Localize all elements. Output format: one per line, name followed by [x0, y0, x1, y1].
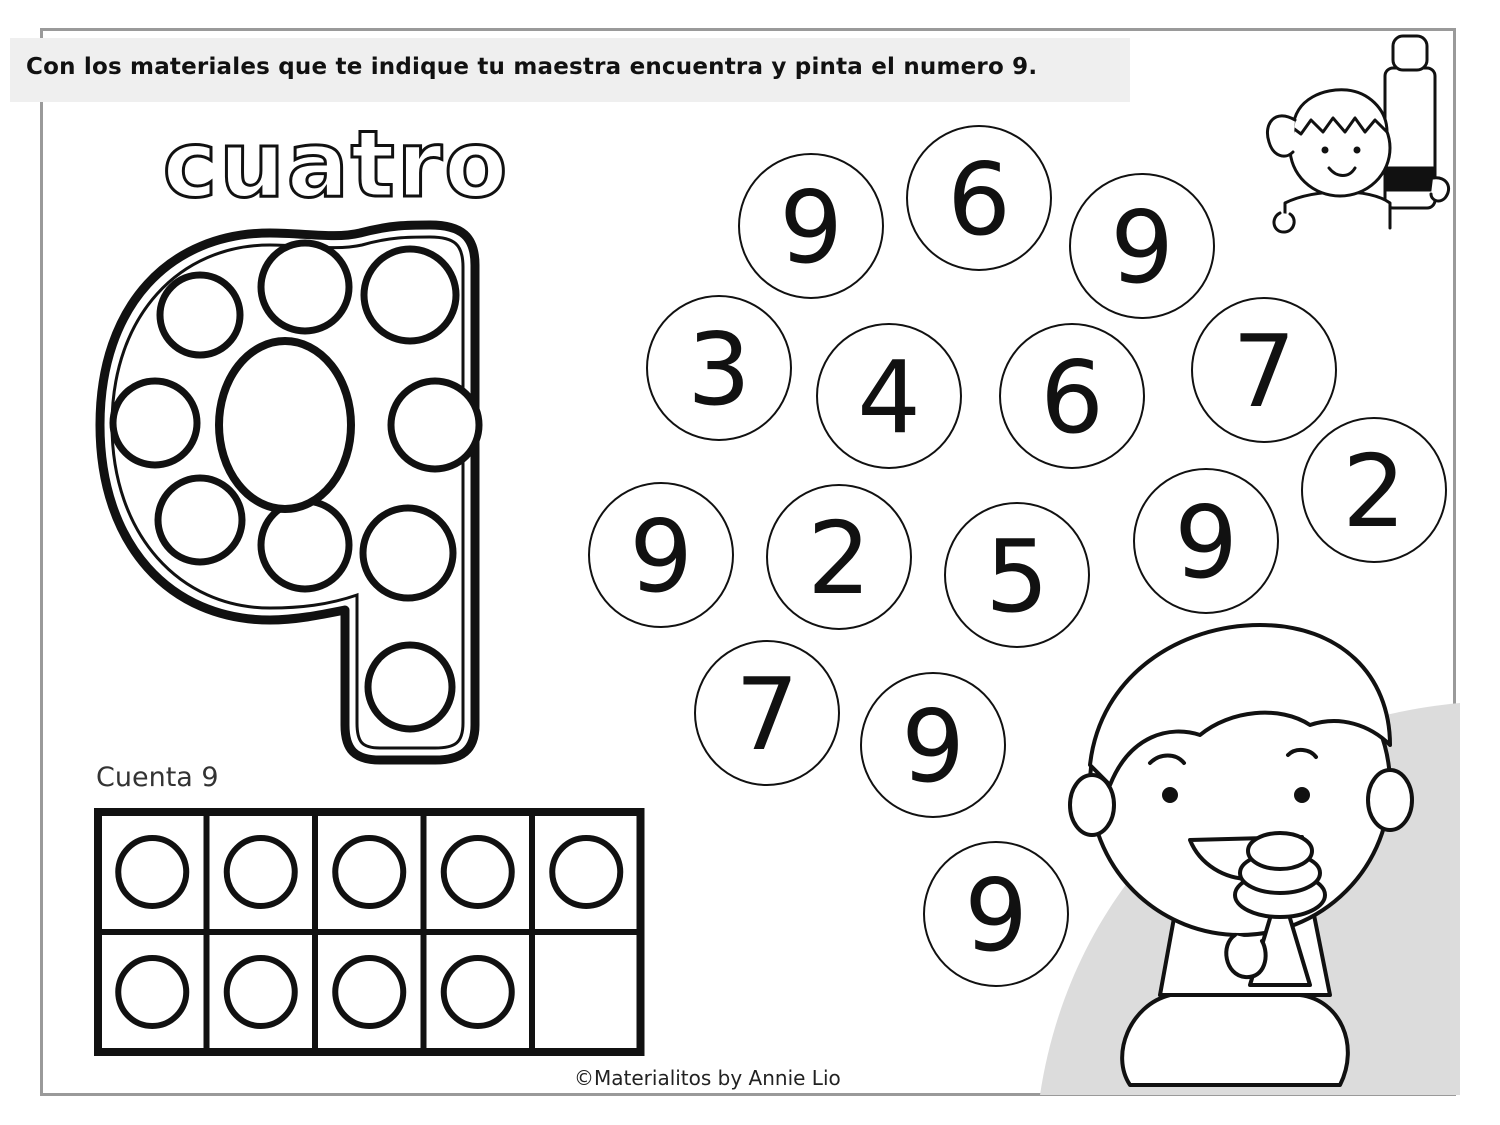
number-circle[interactable]	[1070, 174, 1214, 318]
number-circle-digit: 2	[1342, 433, 1406, 550]
word-title-text: cuatro	[162, 112, 510, 212]
number-circle[interactable]	[1134, 469, 1278, 613]
number-circle-digit: 9	[964, 857, 1028, 974]
number-circle[interactable]	[739, 154, 883, 298]
number-circle-digit: 9	[1110, 189, 1174, 306]
number-circle-digit: 6	[1040, 339, 1104, 456]
number-circle-digit: 3	[687, 311, 751, 428]
number-circle-digit: 7	[735, 656, 799, 773]
number-circle[interactable]	[695, 641, 839, 785]
count-label: Cuenta 9	[96, 762, 219, 793]
number-circle-digit: 9	[901, 688, 965, 805]
number-circle-digit: 5	[985, 518, 1049, 635]
number-circle-digit: 2	[807, 500, 871, 617]
girl-with-marker-illustration	[1255, 28, 1470, 243]
number-circle-digit: 9	[629, 498, 693, 615]
number-circle[interactable]	[1000, 324, 1144, 468]
number-circle[interactable]	[647, 296, 791, 440]
number-circle-digit: 7	[1232, 313, 1296, 430]
number-circle-digit: 9	[1174, 484, 1238, 601]
number-circle-digit: 4	[857, 339, 921, 456]
number-circle[interactable]	[1302, 418, 1446, 562]
number-circle[interactable]	[907, 126, 1051, 270]
number-circle[interactable]	[817, 324, 961, 468]
number-circle[interactable]	[589, 483, 733, 627]
number-circle[interactable]	[767, 485, 911, 629]
number-circle-digit: 9	[779, 169, 843, 286]
number-circle-digit: 6	[947, 141, 1011, 258]
instruction-text: Con los materiales que te indique tu maestra encuentra y pinta el numero 9.	[26, 54, 1038, 80]
boy-eating-ice-cream-illustration	[1040, 615, 1460, 1095]
number-circle[interactable]	[861, 673, 1005, 817]
copyright-credit: ©Materialitos by Annie Lio	[574, 1066, 841, 1090]
number-circle[interactable]	[1192, 298, 1336, 442]
